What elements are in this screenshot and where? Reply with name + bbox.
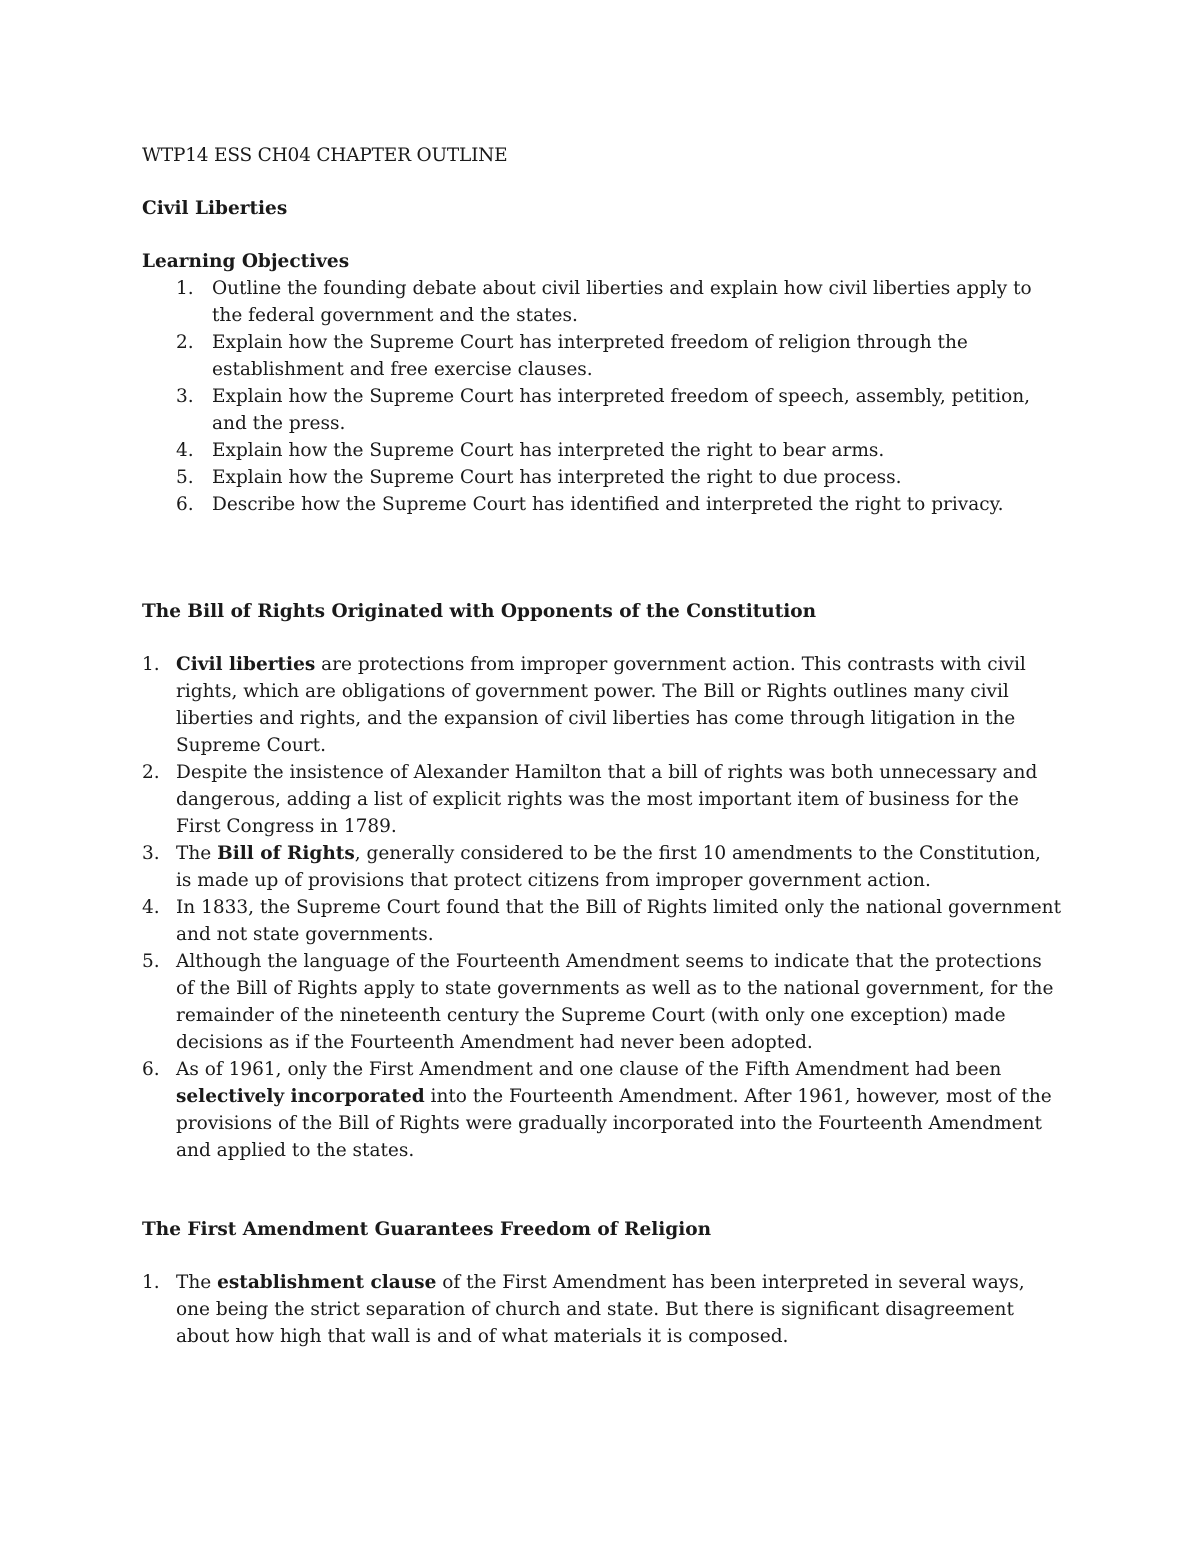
outline-text-pre: Although the language of the Fourteenth Amendment seems to indicate that the protections of the Bill of Rights apply to state governments as well as to the national government, for the remainder of the nineteenth century the Supreme Court (with only one exception) made decisions as if the Fourteenth Amendment had never been adopted. (176, 951, 1054, 1053)
section-heading-freedom-of-religion: The First Amendment Guarantees Freedom of Religion (142, 1219, 712, 1240)
outline-item (142, 1056, 1062, 1164)
objective-number: 1. (176, 278, 194, 299)
outline-item (142, 840, 1062, 894)
document-page (142, 142, 1062, 1350)
outline-item (142, 651, 1062, 759)
outline-number: 1. (142, 654, 160, 675)
objective-item (142, 383, 1062, 437)
objective-number: 4. (176, 440, 194, 461)
objective-text: Explain how the Supreme Court has interpreted the right to bear arms. (212, 440, 885, 461)
outline-number: 5. (142, 951, 160, 972)
outline-text-post: into the Fourteenth Amendment. After 1961, however, most of the provisions of the Bill of Rights were gradually incorporated into the Fourteenth Amendment and applied to the states. (176, 1086, 1052, 1161)
outline-text-pre: In 1833, the Supreme Court found that the Bill of Rights limited only the national government and not state governments. (176, 897, 1062, 945)
outline-number: 1. (142, 1272, 160, 1293)
objective-item (142, 464, 1062, 491)
freedom-of-religion-outline-list (142, 1269, 1062, 1350)
outline-item (142, 894, 1062, 948)
bill-of-rights-outline-list (142, 651, 1062, 1164)
outline-text-pre: The (176, 1272, 218, 1293)
key-term: Civil liberties (176, 654, 316, 675)
outline-text-pre: As of 1961, only the First Amendment and one clause of the Fifth Amendment had been (176, 1059, 1002, 1080)
key-term: selectively incorporated (176, 1086, 425, 1107)
outline-number: 4. (142, 897, 160, 918)
outline-number: 2. (142, 762, 160, 783)
outline-number: 6. (142, 1059, 160, 1080)
objective-number: 6. (176, 494, 194, 515)
outline-text-pre: The (176, 843, 218, 864)
key-term: establishment clause (217, 1272, 437, 1293)
objective-number: 5. (176, 467, 194, 488)
outline-text-pre: Despite the insistence of Alexander Hamilton that a bill of rights was both unnecessary and dangerous, adding a list of explicit rights was the most important item of business for the First Congress in 1789. (176, 762, 1038, 837)
objective-text: Outline the founding debate about civil liberties and explain how civil liberties apply to the federal government and the states. (212, 278, 1032, 326)
objective-text: Explain how the Supreme Court has interpreted the right to due process. (212, 467, 902, 488)
objective-item (142, 329, 1062, 383)
objective-item (142, 491, 1062, 518)
document-title: WTP14 ESS CH04 CHAPTER OUTLINE (142, 145, 508, 166)
objective-text: Describe how the Supreme Court has identified and interpreted the right to privacy. (212, 494, 1004, 515)
objective-item (142, 437, 1062, 464)
learning-objectives-heading: Learning Objectives (142, 251, 350, 272)
chapter-subject: Civil Liberties (142, 198, 288, 219)
key-term: Bill of Rights (217, 843, 355, 864)
outline-item (142, 759, 1062, 840)
objective-item (142, 275, 1062, 329)
outline-item (142, 1269, 1062, 1350)
outline-text-post: of the First Amendment has been interpreted in several ways, one being the strict separation of church and state. But there is significant disagreement about how high that wall is and of what materials it is composed. (176, 1272, 1025, 1347)
outline-item (142, 948, 1062, 1056)
objective-text: Explain how the Supreme Court has interpreted freedom of speech, assembly, petition, and the press. (212, 386, 1031, 434)
objective-text: Explain how the Supreme Court has interpreted freedom of religion through the establishment and free exercise clauses. (212, 332, 968, 380)
learning-objectives-list (142, 275, 1062, 518)
outline-text-post: are protections from improper government action. This contrasts with civil rights, which are obligations of government power. The Bill or Rights outlines many civil liberties and rights, and the expansion of civil liberties has come through litigation in the Supreme Court. (176, 654, 1026, 756)
objective-number: 2. (176, 332, 194, 353)
objective-number: 3. (176, 386, 194, 407)
section-heading-bill-of-rights: The Bill of Rights Originated with Opponents of the Constitution (142, 601, 817, 622)
outline-number: 3. (142, 843, 160, 864)
outline-text-post: , generally considered to be the first 10 amendments to the Constitution, is made up of provisions that protect citizens from improper government action. (176, 843, 1041, 891)
